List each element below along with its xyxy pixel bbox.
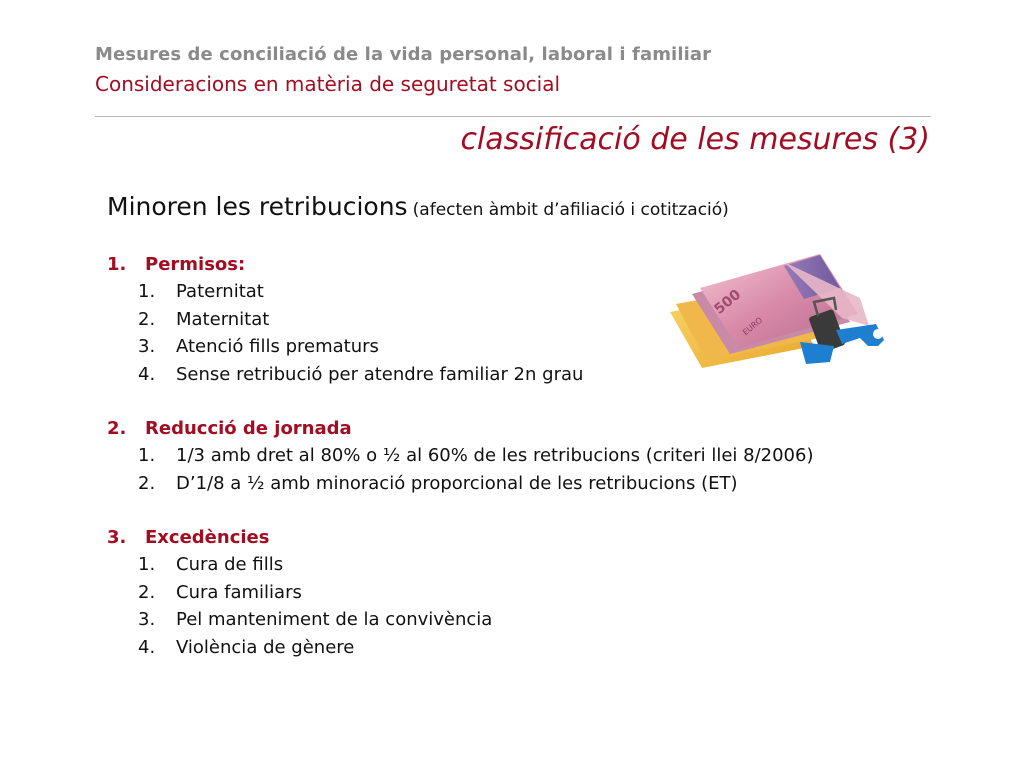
intro-line: [107, 192, 729, 221]
item-text: Sense retribució per atendre familiar 2n grau: [176, 363, 584, 385]
section-heading: [107, 415, 813, 442]
section-number: 1.: [107, 254, 127, 275]
section-excedencies: [107, 524, 813, 661]
item-number: 4.: [138, 363, 156, 385]
header-title: Mesures de conciliació de la vida personal, laboral i familiar: [95, 44, 712, 65]
item-text: Cura familiars: [176, 581, 302, 603]
clip-hole: [873, 329, 883, 339]
list-item: [107, 606, 813, 634]
intro-main-text: Minoren les retribucions: [107, 192, 408, 221]
list-item: [107, 551, 813, 579]
item-number: 1.: [138, 554, 156, 575]
item-number: 1.: [138, 445, 156, 466]
item-number: 1.: [138, 281, 156, 302]
item-text: D’1/8 a ½ amb minoració proporcional de les retribucions (ET): [176, 472, 738, 494]
item-text: Paternitat: [176, 281, 264, 302]
banknote-currency-text: EURO: [741, 315, 765, 338]
section-number: 3.: [107, 527, 127, 548]
item-number: 3.: [138, 609, 156, 630]
header-subtitle: Consideracions en matèria de seguretat social: [95, 72, 561, 96]
section-title: Excedències: [145, 527, 270, 548]
section-heading: [107, 524, 813, 551]
header-divider: [95, 116, 931, 117]
list-item: [107, 634, 813, 662]
list-item: [107, 470, 813, 498]
item-number: 2.: [138, 308, 156, 330]
item-number: 2.: [138, 581, 156, 603]
item-number: 3.: [138, 336, 156, 357]
intro-note-text: (afecten àmbit d’afiliació i cotització): [412, 200, 729, 220]
item-text: Maternitat: [176, 308, 270, 330]
section-title: Reducció de jornada: [145, 418, 352, 439]
slide-title: classificació de les mesures (3): [460, 122, 930, 157]
banknotes-clip-illustration: [664, 250, 894, 375]
section-title: Permisos:: [145, 254, 246, 275]
section-number: 2.: [107, 418, 127, 439]
banknote-stack: [670, 254, 869, 368]
item-number: 4.: [138, 636, 156, 658]
item-text: Pel manteniment de la convivència: [176, 609, 493, 630]
item-text: Atenció fills prematurs: [176, 336, 379, 357]
item-text: Cura de fills: [176, 554, 284, 575]
list-item: [107, 579, 813, 607]
section-reduccio-jornada: [107, 415, 813, 497]
item-number: 2.: [138, 472, 156, 494]
list-item: [107, 442, 813, 470]
banknote-value-text: 500: [711, 286, 745, 318]
item-text: 1/3 amb dret al 80% o ½ al 60% de les retribucions (criteri llei 8/2006): [176, 445, 814, 466]
item-text: Violència de gènere: [176, 636, 355, 658]
